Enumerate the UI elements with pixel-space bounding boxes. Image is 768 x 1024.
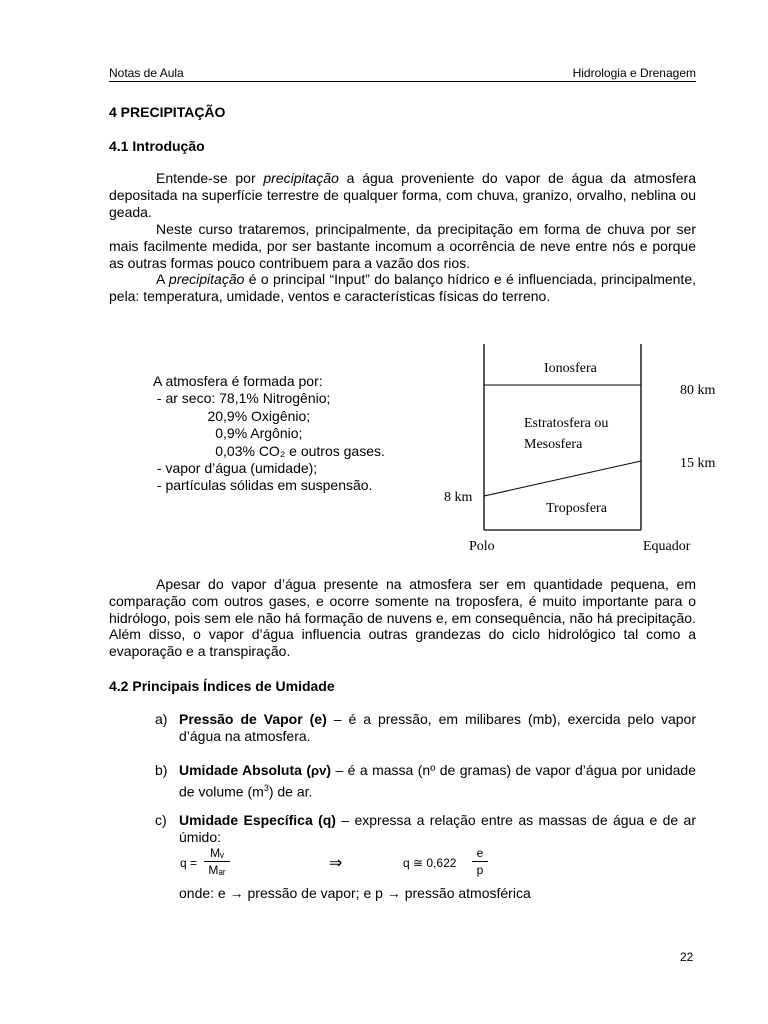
vapor-paragraph: Apesar do vapor d’água presente na atmosfera ser em quantidade pequena, em comparação com outros gases, e ocorre somente na troposfera, é muito importante para o hidrólogo, pois sem ele não há formação de nuvens e, em consequência, não há precipitação. Além disso, o vapor d’água influencia outras grandezas do ciclo hidrológico tal como a evaporação e a transpiração.	[109, 576, 696, 660]
label-ionosfera: Ionosfera	[544, 361, 597, 376]
intro-p3-before: A	[156, 271, 169, 287]
definition-umidade-especifica: – expressa a relação entre as massas de água e de ar úmido:	[179, 812, 696, 845]
term-pressao-vapor: Pressão de Vapor (e)	[179, 711, 327, 727]
intro-p1-after: a água proveniente do vapor de água da atmosfera depositada na superfície terrestre de qualquer forma, com chuva, granizo, orvalho, neblina ou geada.	[109, 170, 696, 220]
header-right: Hidrologia e Drenagem	[572, 66, 696, 80]
atmosphere-line: 0,9% Argônio;	[153, 425, 303, 442]
fraction-numerator: Mᵥ	[210, 846, 224, 860]
fraction-denominator: Mₐᵣ	[208, 863, 226, 877]
intro-heading: 4.1 Introdução	[109, 138, 205, 154]
list-label-a: a)	[155, 711, 168, 727]
definition-pressao-vapor: – é a pressão, em milibares (mb), exercida pelo vapor d’água na atmosfera.	[179, 711, 696, 744]
intro-p3-after: é o principal “Input” do balanço hídrico e é influenciada, principalmente, pela: temperatura, umidade, ventos e características físicas do terreno.	[109, 271, 696, 304]
definition-umidade-absoluta: – é a massa (nº de gramas) de vapor d’água por unidade de volume (m	[179, 762, 696, 800]
formula-legend: onde: e → pressão de vapor; e p → pressão atmosférica	[179, 885, 531, 901]
fraction-denominator-p: p	[476, 863, 484, 877]
diagram-tropopause-line	[484, 461, 641, 496]
header-rule	[109, 81, 696, 82]
section-title: 4 PRECIPITAÇÃO	[109, 104, 226, 120]
label-polo: Polo	[469, 539, 495, 554]
label-15km: 15 km	[680, 456, 716, 471]
atmosphere-diagram	[436, 340, 726, 558]
list-item-a	[155, 711, 696, 745]
intro-p1-italic: precipitação	[263, 170, 339, 186]
atmosphere-title: A atmosfera é formada por:	[153, 373, 323, 389]
formula-q-label: q =	[180, 856, 198, 870]
page-number: 22	[680, 950, 694, 964]
term-close-paren: )	[326, 762, 331, 778]
intro-paragraph-3	[109, 271, 696, 305]
atmosphere-composition	[153, 373, 385, 495]
indices-heading: 4.2 Principais Índices de Umidade	[109, 678, 335, 694]
label-estratosfera: Estratosfera ou	[524, 416, 609, 431]
implies-arrow: ⇒	[329, 855, 343, 872]
label-troposfera: Troposfera	[546, 501, 607, 516]
fraction-bar	[204, 861, 230, 862]
list-label-b: b)	[155, 762, 168, 778]
atmosphere-line: 0,03% CO₂ e outros gases.	[153, 442, 385, 459]
list-item-b	[155, 762, 696, 800]
atmosphere-line: - ar seco: 78,1% Nitrogênio;	[153, 390, 331, 407]
atmosphere-line: - vapor d’água (umidade);	[153, 460, 318, 477]
list-label-c: c)	[155, 812, 167, 828]
label-equador: Equador	[643, 539, 691, 554]
intro-paragraph-1	[109, 170, 696, 220]
fraction-numerator-e: e	[476, 846, 484, 860]
superscript-3: 3	[263, 782, 269, 793]
definition-umidade-absoluta-end: ) de ar.	[268, 783, 313, 800]
intro-p3-italic: precipitação	[168, 271, 245, 287]
formula-fraction-mass	[204, 846, 230, 877]
list-item-c	[155, 812, 696, 846]
atmosphere-line: - partículas sólidas em suspensão.	[153, 477, 373, 494]
label-80km: 80 km	[680, 383, 716, 398]
formula-fraction-pressure	[472, 846, 488, 877]
intro-paragraph-2: Neste curso trataremos, principalmente, da precipitação em forma de chuva por ser mais facilmente medida, por ser bastante incomum a ocorrência de neve entre nós e porque as outras formas pouco contribuem para a vazão dos rios.	[109, 221, 696, 271]
fraction-bar-2	[472, 861, 488, 862]
label-8km: 8 km	[444, 490, 473, 505]
header-left: Notas de Aula	[109, 66, 184, 80]
formula-q-approx: q ≅ 0,622	[403, 856, 457, 870]
term-umidade-especifica: Umidade Específica (q)	[179, 812, 336, 828]
atmosphere-line: 20,9% Oxigênio;	[153, 407, 311, 424]
symbol-rho-v: ρv	[311, 763, 327, 778]
term-umidade-absoluta: Umidade Absoluta (	[179, 762, 312, 778]
label-mesosfera: Mesosfera	[524, 437, 583, 452]
intro-p1-before: Entende-se por	[156, 170, 264, 186]
